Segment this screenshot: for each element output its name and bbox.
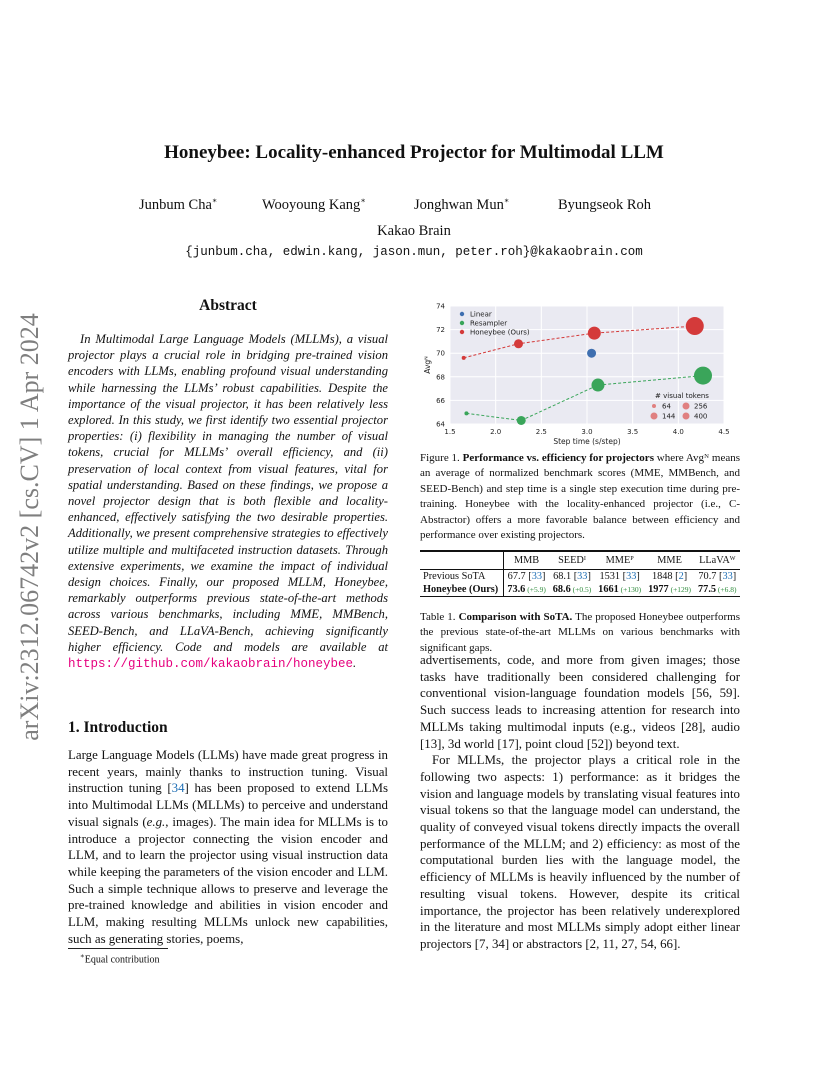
legend-marker (460, 330, 464, 334)
legend-marker (460, 321, 464, 325)
affiliation: Kakao Brain (377, 223, 451, 239)
table-cell: 70.7 [33] (698, 571, 737, 582)
size-legend-title: # visual tokens (655, 392, 709, 400)
right-paragraph-1: advertisements, code, and more from given images; those tasks have traditionally been considered challenging for conventional vision-language foundation models [56, 59]. Such success leads to increasing attention for research into MLLMs taking multimodal inputs (e.g., videos [28], audio [13], 3d world [17], point cloud [52]) beyond text. (420, 653, 740, 751)
data-point (588, 327, 601, 340)
intro-body: Large Language Models (LLMs) have made great progress in recent years, mainly thanks to instruction tuning. Visual instruction tuning [34] has been proposed to extend LLMs into Multimodal LLMs (MLLMs) to perceive and understand visual signals (e.g., images). The main idea for MLLMs is to introduce a projector connecting the vision encoder and LLM, and to learn the projector using visual instruction data while keeping the parameters of the vision encoder and LLM. Such a simple technique allows to preserve and leverage the pre-trained knowledge and abilities in vision encoder and LLM, making resulting MLLMs unlock new capabilities, such as generating stories, poems, (68, 748, 388, 946)
data-point (464, 411, 468, 415)
y-tick-label: 74 (436, 302, 445, 311)
table-row (420, 570, 740, 584)
table-header: LLaVAᵂ (699, 555, 736, 566)
abstract-text: In Multimodal Large Language Models (MLLMs), a visual projector plays a crucial role in bridging pre-trained vision encoders with LLMs, enabling profound visual understanding while harnessing the LLMs’ robust capabilities. Despite the importance of the visual projector, it has been relatively less explored. In this study, we first identify two essential projector properties: (i) flexibility in managing the number of visual tokens, crucial for MLLMs’ overall efficiency, and (ii) preservation of local context from visual features, vital for spatial understanding. Based on these findings, we propose a novel projector design that is both flexible and locality-enhanced, effectively satisfying the two desirable properties. Additionally, we present comprehensive strategies to effectively utilize multiple and multifaceted instruction datasets. Through extensive experiments, we examine the impact of individual design choices. Finally, our proposed MLLM, Honeybee, remarkably outperforms previous state-of-the-art methods across various benchmarks, including MME, MMBench, SEED-Bench, and LLaVA-Bench, achieving significantly higher efficiency. Code and models are available at (68, 332, 388, 654)
data-point (587, 349, 596, 358)
y-axis-label: Avgᴺ (423, 356, 432, 374)
legend-marker (460, 312, 464, 316)
table-cell: 1977 (+129) (648, 584, 692, 595)
size-legend-marker (651, 413, 658, 420)
sota-table-wrap (420, 550, 740, 597)
arxiv-stamp (12, 292, 48, 762)
table-cell: 68.6 (+0.5) (552, 584, 592, 595)
y-tick-label: 66 (436, 396, 445, 405)
data-point (686, 317, 704, 335)
author-3: Jonghwan Mun∗ (414, 196, 510, 213)
table-cell: 67.7 [33] (507, 571, 546, 582)
legend-label: Honeybee (Ours) (470, 328, 530, 337)
right-column-text (420, 652, 740, 953)
abstract-heading: Abstract (199, 297, 257, 314)
x-tick-label: 2.0 (490, 428, 502, 436)
x-tick-label: 3.0 (581, 428, 593, 436)
row-label: Honeybee (Ours) (420, 583, 503, 596)
size-legend-marker (652, 404, 656, 408)
table-cell: 77.5 (+6.8) (698, 584, 737, 595)
footnote: ∗Equal contribution (80, 952, 160, 966)
size-legend-marker (683, 413, 690, 420)
table-cell: 1661 (+130) (598, 584, 642, 595)
footnote-rule (68, 948, 168, 949)
table-caption: Table 1. Comparison with SoTA. The proposed Honeybee outperforms the previous state-of-the-art MLLMs on various benchmarks with significant gaps. (420, 611, 740, 654)
table-row (420, 583, 740, 596)
y-tick-label: 68 (436, 373, 445, 382)
sota-table (420, 552, 740, 596)
table-header: SEEDᴵ (558, 555, 586, 566)
x-tick-label: 1.5 (444, 428, 456, 436)
y-tick-label: 64 (436, 420, 445, 429)
author-emails: {junbum.cha, edwin.kang, jason.mun, peter.roh}@kakaobrain.com (185, 245, 643, 259)
x-tick-label: 4.5 (718, 428, 730, 436)
size-legend-label: 256 (694, 402, 708, 411)
table-cell: 1848 [2] (651, 571, 688, 582)
row-label: Previous SoTA (420, 570, 503, 584)
table-cell: 68.1 [33] (553, 571, 591, 582)
table-cell: 1531 [33] (599, 571, 640, 582)
table-header (420, 552, 503, 570)
citation-link[interactable]: 34 (171, 781, 185, 796)
data-point (514, 339, 523, 348)
table-cell: 73.6 (+5.9) (507, 584, 546, 595)
author-1: Junbum Cha∗ (139, 196, 218, 213)
right-paragraph-2: For MLLMs, the projector plays a critical role in the following two aspects: 1) performance: as it bridges the vision and language models by translating visual features into visual tokens so that the language model can understand, the quality of conveyed visual tokens directly impacts the overall performance of the MLLM; and 2) efficiency: as most of the computational burden lies with the language model, the efficiency of MLLMs is heavily influenced by the number of resulting visual tokens. However, despite its critical importance, the projector has been relatively underexplored in the literature and most MLLMs simply adopt either linear projectors [7, 34] or abstractors [2, 11, 27, 54, 66]. (420, 753, 740, 951)
legend-label: Linear (470, 310, 492, 319)
author-list (0, 196, 828, 216)
data-point (462, 356, 466, 360)
size-legend-label: 64 (662, 402, 671, 411)
table-header: MME (657, 555, 682, 566)
code-link[interactable]: https://github.com/kakaobrain/honeybee (68, 657, 354, 672)
performance-efficiency-chart (418, 300, 740, 448)
figure-caption: Figure 1. Performance vs. efficiency for projectors where Avgᴺ means an average of normalized benchmark scores (MME, MMBench, and SEED-Bench) and step time is a single step execution time during pre-training. Honeybee with the locality-enhanced projector (i.e., C-Abstractor) offers a more favorable balance between efficiency and performance over existing projectors. (420, 452, 741, 542)
intro-heading: 1. Introduction (68, 719, 168, 736)
x-tick-label: 3.5 (627, 428, 639, 436)
author-2: Wooyoung Kang∗ (262, 196, 366, 213)
size-legend-label: 400 (694, 412, 708, 421)
legend-label: Resampler (470, 319, 508, 328)
size-legend-label: 144 (662, 412, 676, 421)
paper-title: Honeybee: Locality-enhanced Projector for Multimodal LLM (164, 142, 664, 163)
author-4: Byungseok Roh (558, 196, 652, 213)
table-header: MMEᴾ (605, 555, 634, 566)
data-point (517, 416, 526, 425)
y-tick-label: 72 (436, 326, 445, 335)
x-tick-label: 2.5 (535, 428, 547, 436)
x-axis-label: Step time (s/step) (553, 437, 621, 446)
size-legend-marker (683, 403, 690, 410)
abstract-body: In Multimodal Large Language Models (MLLMs), a visual projector plays a crucial role in bridging pre-trained vision encoders with LLMs, enabling profound visual understanding while harnessing the LLMs’ robust capabilities. Despite the importance of the visual projector, it has been relatively less explored. In this study, we first identify two essential projector properties: (i) flexibility in managing the number of visual tokens, crucial for MLLMs’ overall efficiency, and (ii) preservation of local context from visual features, vital for spatial understanding. Based on these findings, we propose a novel projector design that is both flexible and locality-enhanced, effectively satisfying the two desirable properties. Additionally, we present comprehensive strategies to effectively utilize multiple and multifaceted instruction datasets. Through extensive experiments, we examine the impact of individual design choices. Finally, our proposed MLLM, Honeybee, remarkably outperforms previous state-of-the-art methods across various benchmarks, including MME, MMBench, SEED-Bench, and LLaVA-Bench, achieving significantly higher efficiency. Code and models are available at https://github.com/kakaobrain/honeybee. (68, 332, 388, 672)
y-tick-label: 70 (436, 349, 445, 358)
data-point (694, 367, 712, 385)
arxiv-stamp-text: arXiv:2312.06742v2 [cs.CV] 1 Apr 2024 (15, 313, 44, 741)
x-tick-label: 4.0 (672, 428, 684, 436)
data-point (591, 379, 604, 392)
table-header: MMB (513, 555, 540, 566)
